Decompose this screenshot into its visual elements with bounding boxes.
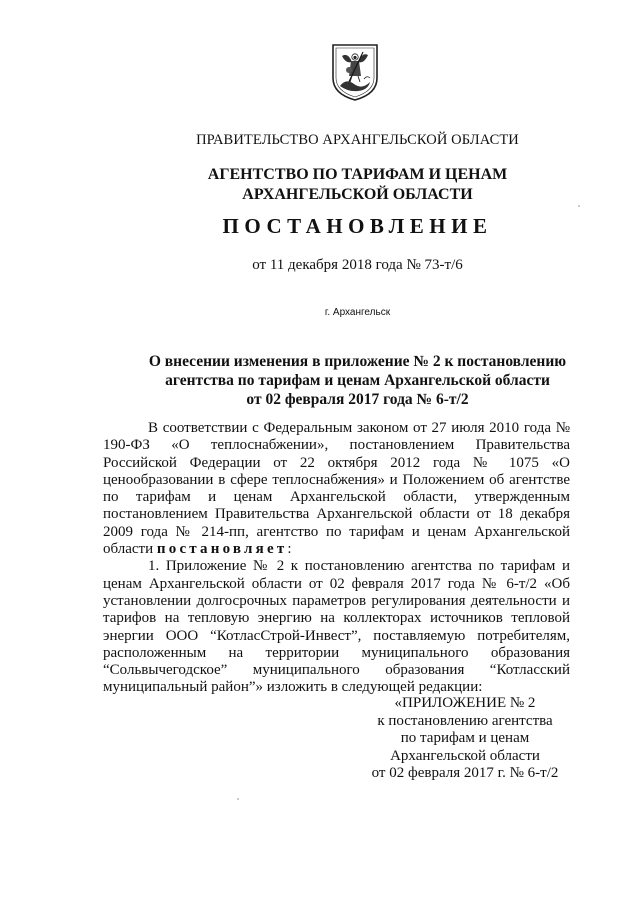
preamble-paragraph (103, 420, 570, 558)
subject-line2: агентства по тарифам и ценам Архангельской области (165, 372, 550, 389)
scan-speck (578, 205, 580, 207)
decree-date-number: от 11 декабря 2018 года № 73-т/6 (252, 257, 463, 273)
appendix-line4: Архангельской области (390, 747, 540, 764)
resolves-word: постановляет (156, 541, 288, 558)
city-name: г. Архангельск (324, 307, 391, 318)
decree-body (103, 420, 570, 697)
subject-line1: О внесении изменения в приложение № 2 к постановлению (148, 353, 567, 370)
appendix-line5: от 02 февраля 2017 г. № 6-т/2 (371, 765, 559, 781)
decree-title: ПОСТАНОВЛЕНИЕ (222, 214, 493, 238)
agency-name-line1: АГЕНТСТВО ПО ТАРИФАМ И ЦЕНАМ (207, 166, 508, 183)
appendix-line1: «ПРИЛОЖЕНИЕ № 2 (394, 695, 536, 711)
coat-of-arms-emblem-icon (330, 42, 380, 102)
appendix-line2: к постановлению агентства (377, 712, 553, 729)
decree-subject (0, 352, 640, 409)
clause-1-paragraph: 1. Приложение № 2 к постановлению агентства по тарифам и ценам Архангельской области от 02 февраля 2017 года № 6-т/2 «Об установлении долгосрочных параметров регулирования деятельности и тарифов на тепловую энергию на коллекторах источников тепловой энергии ООО “КотласСтрой-Инвест”, поставляемую потребителям, расположенным на территории муниципального образования “Сольвычегодское” муниципального образования “Котласский муниципальный район”» изложить в следующей редакции: (103, 558, 570, 696)
scan-speck (237, 798, 239, 800)
appendix-line3: по тарифам и ценам (400, 730, 530, 746)
appendix-header (360, 695, 570, 783)
preamble-colon: : (287, 541, 292, 558)
agency-name (0, 165, 640, 205)
agency-name-line2: АРХАНГЕЛЬСКОЙ ОБЛАСТИ (242, 186, 473, 203)
subject-line3: от 02 февраля 2017 года № 6-т/2 (246, 391, 469, 408)
government-name: ПРАВИТЕЛЬСТВО АРХАНГЕЛЬСКОЙ ОБЛАСТИ (196, 132, 519, 148)
preamble-text: В соответствии с Федеральным законом от 27 июля 2010 года № 190-ФЗ «О теплоснабжении», постановлением Правительства Российской Федерации от 22 октября 2012 года № 1075 «О ценообразовании в сфере теплоснабжения» и Положением об агентстве по тарифам и ценам Архангельской области, утвержденным постановлением Правительства Архангельской области от 18 декабря 2009 года № 214-пп, агентство по тарифам и ценам Архангельской области (103, 420, 570, 558)
